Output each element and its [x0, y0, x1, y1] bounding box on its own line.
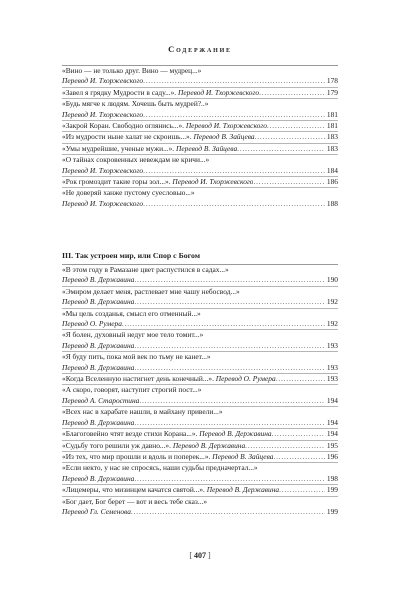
- entry-text: [62, 452, 273, 462]
- entry-page-number: 198: [326, 473, 338, 483]
- toc-entry-line: [62, 418, 338, 428]
- entry-page-number: 194: [326, 417, 338, 427]
- entry-translator: Перевод В. Державина: [62, 340, 135, 350]
- footer-bracket-left: [: [189, 551, 192, 560]
- entry-text: [62, 474, 134, 484]
- toc-entry-line: [62, 497, 338, 507]
- toc-entry-line: [62, 452, 338, 462]
- toc-entry-line: [62, 385, 338, 395]
- entry-text: [62, 309, 201, 319]
- entry-page-number: 199: [326, 485, 338, 495]
- footer-bracket-right: ]: [208, 551, 211, 560]
- dot-leader: [134, 474, 325, 484]
- dot-leader: [134, 341, 325, 351]
- toc-entry[interactable]: [62, 352, 338, 373]
- entry-title: «Закрой Коран. Свободно оглянись...».: [62, 121, 186, 131]
- entry-translator: Перевод В. Державина: [62, 473, 135, 483]
- dot-leader: [255, 132, 325, 142]
- entry-translator: Перевод И. Тхоржевского: [62, 198, 144, 208]
- entry-title: «Не доверяй ханже пустому суесловью...»: [62, 188, 195, 198]
- entry-translator: Перевод В. Зайцева: [212, 451, 274, 461]
- entry-translator: Перевод О. Румера: [215, 374, 276, 384]
- entry-text: [62, 507, 131, 517]
- toc-entry-line: [62, 407, 338, 417]
- entry-page-number: 183: [326, 132, 338, 142]
- toc-entry-line: [62, 507, 338, 517]
- entry-text: [62, 297, 134, 307]
- page-number: 407: [194, 551, 206, 560]
- toc-entry[interactable]: [62, 374, 338, 384]
- toc-entry-line: [62, 166, 338, 176]
- dot-leader: [259, 88, 325, 98]
- dot-leader: [253, 177, 324, 187]
- entry-title: «О тайнах сокровенных невеждам не кричи...»: [62, 155, 210, 165]
- toc-entry[interactable]: [62, 407, 338, 428]
- dot-leader: [134, 363, 325, 373]
- entry-text: [62, 166, 143, 176]
- toc-entry-line: [62, 132, 338, 142]
- entry-text: [62, 385, 201, 395]
- toc-entry[interactable]: [62, 441, 338, 451]
- entry-translator: Перевод И. Тхоржевского: [62, 165, 144, 175]
- toc-entry[interactable]: [62, 66, 338, 87]
- page-footer: [0, 551, 400, 560]
- entry-text: [62, 287, 240, 297]
- toc-entry-line: [62, 275, 338, 285]
- entry-text: [62, 199, 143, 209]
- dot-leader: [276, 374, 325, 384]
- entry-text: [62, 88, 259, 98]
- dot-leader: [237, 144, 325, 154]
- entry-translator: Перевод И. Тхоржевского: [62, 109, 144, 119]
- toc-entry-line: [62, 319, 338, 329]
- entry-title: «Вино — не только друг. Вино — мудрец...»: [62, 66, 202, 75]
- entry-title: «Умы мудрейшие, ученые мужи...».: [62, 143, 176, 153]
- entry-text: [62, 485, 279, 495]
- entry-title: «Из мудрости ныне халат не скроишь...».: [62, 132, 194, 142]
- toc-entry-line: [62, 287, 338, 297]
- entry-page-number: 194: [326, 429, 338, 439]
- entry-text: [62, 76, 143, 86]
- toc-entry[interactable]: [62, 177, 338, 187]
- entry-text: [62, 275, 134, 285]
- toc-entry-line: [62, 463, 338, 473]
- entry-translator: Перевод О. Румера: [62, 319, 122, 329]
- entry-page-number: 179: [326, 87, 338, 97]
- entry-page-number: 188: [326, 198, 338, 208]
- toc-entry-line: [62, 199, 338, 209]
- toc-entry-line: [62, 474, 338, 484]
- toc-entry-line: [62, 188, 338, 198]
- entry-page-number: 184: [326, 165, 338, 175]
- dot-leader: [122, 319, 325, 329]
- toc-entry-line: [62, 374, 338, 384]
- entry-text: [62, 319, 122, 329]
- entry-text: [62, 341, 134, 351]
- dot-leader: [143, 199, 325, 209]
- toc-entry-line: [62, 363, 338, 373]
- entry-translator: Перевод А. Старостина: [62, 395, 140, 405]
- toc-entry-line: [62, 66, 338, 76]
- entry-text: [62, 66, 201, 76]
- entry-title: «Эмиром делает меня, растлевает мне чашу небосвод...»: [62, 286, 240, 296]
- toc-entry[interactable]: [62, 132, 338, 142]
- entry-translator: Перевод В. Державина: [172, 440, 246, 450]
- entry-text: [62, 99, 208, 109]
- entry-text: [62, 155, 209, 165]
- toc-entry-line: [62, 99, 338, 109]
- entry-page-number: 181: [326, 121, 338, 131]
- entry-translator: Перевод В. Зайцева: [193, 132, 255, 142]
- entry-title: «Я буду пить, пока мой век по тьму не канет...»: [62, 352, 211, 362]
- toc-block-a: [62, 66, 338, 209]
- toc-entry-line: [62, 485, 338, 495]
- toc-entry-line: [62, 121, 338, 131]
- toc-entry-line: [62, 429, 338, 439]
- entry-text: [62, 429, 272, 439]
- entry-title: «В этом году в Рамазане цвет распустился в садах...»: [62, 265, 229, 274]
- entry-title: «Бог дает, Бог берет — вот и весь тебе сказ...»: [62, 496, 208, 506]
- toc-entry-line: [62, 265, 338, 275]
- dot-leader: [134, 418, 325, 428]
- entry-title: «Лицемеры, что мизинцем качатся святой...».: [62, 485, 207, 495]
- entry-translator: Перевод В. Державина: [199, 429, 272, 439]
- entry-text: [62, 177, 253, 187]
- toc-entry-line: [62, 341, 338, 351]
- toc-entry[interactable]: [62, 99, 338, 120]
- dot-leader: [272, 429, 325, 439]
- entry-page-number: 190: [326, 275, 338, 285]
- toc-entry[interactable]: [62, 309, 338, 330]
- dot-leader: [131, 507, 325, 517]
- entry-page-number: 192: [326, 297, 338, 307]
- dot-leader: [267, 121, 325, 131]
- dot-leader: [143, 76, 325, 86]
- entry-translator: Перевод Гл. Семенова: [62, 506, 131, 516]
- entry-translator: Перевод И. Тхоржевского: [62, 76, 144, 86]
- toc-entry-line: [62, 177, 338, 187]
- entry-page-number: 195: [326, 440, 338, 450]
- entry-translator: Перевод В. Державина: [62, 417, 135, 427]
- entry-title: «Судьбу того решили уж давно...».: [62, 440, 173, 450]
- entry-text: [62, 374, 276, 384]
- toc-entry-line: [62, 88, 338, 98]
- entry-text: [62, 330, 203, 340]
- entry-page-number: 196: [326, 451, 338, 461]
- entry-page-number: 178: [326, 76, 338, 86]
- toc-entry-line: [62, 441, 338, 451]
- toc-block-b: [62, 265, 338, 517]
- entry-text: [62, 121, 267, 131]
- toc-entry[interactable]: [62, 88, 338, 98]
- dot-leader: [134, 297, 325, 307]
- entry-text: [62, 265, 229, 275]
- entry-title: «А скоро, говорят, наступит строгий пост...»: [62, 385, 202, 395]
- entry-title: «Когда Вселенную настигнет день конечный...».: [62, 374, 216, 384]
- entry-title: «Благоговейно чтят везде стихи Корана...».: [62, 429, 200, 439]
- toc-entry-line: [62, 155, 338, 165]
- entry-page-number: 199: [326, 506, 338, 516]
- running-header: Содержание: [168, 44, 232, 54]
- toc-entry[interactable]: [62, 330, 338, 351]
- entry-page-number: 193: [326, 362, 338, 372]
- entry-title: «Рок громоздит такие горы зол...».: [62, 177, 173, 187]
- entry-translator: Перевод И. Тхоржевского: [178, 87, 260, 97]
- entry-text: [62, 463, 258, 473]
- entry-page-number: 193: [326, 340, 338, 350]
- toc-entry[interactable]: [62, 121, 338, 131]
- entry-page-number: 181: [326, 109, 338, 119]
- entry-title: «Будь мягче к людям. Хочешь быть мудрей?..»: [62, 99, 209, 109]
- toc-entry-line: [62, 110, 338, 120]
- entry-translator: Перевод В. Зайцева: [176, 143, 238, 153]
- entry-translator: Перевод В. Державина: [62, 297, 135, 307]
- toc-entry-line: [62, 76, 338, 86]
- toc-entry[interactable]: [62, 485, 338, 495]
- dot-leader: [139, 396, 325, 406]
- entry-text: [62, 396, 139, 406]
- entry-title: «Всех нас в харабате нашли, в майхану привели...»: [62, 407, 223, 417]
- entry-text: [62, 132, 255, 142]
- toc-entry[interactable]: [62, 155, 338, 176]
- toc-entry[interactable]: [62, 385, 338, 406]
- toc-entry-line: [62, 297, 338, 307]
- entry-title: «Если некто, у нас не спросясь, наши судьбы предначертал...»: [62, 463, 258, 473]
- toc-entry[interactable]: [62, 429, 338, 439]
- entry-translator: Перевод И. Тхоржевского: [172, 177, 254, 187]
- entry-text: [62, 441, 245, 451]
- entry-page-number: 183: [326, 143, 338, 153]
- toc-entry[interactable]: [62, 463, 338, 484]
- toc-entry[interactable]: [62, 188, 338, 209]
- entry-text: [62, 418, 134, 428]
- entry-translator: Перевод В. Державина: [62, 362, 135, 372]
- entry-text: [62, 352, 211, 362]
- toc-entry[interactable]: [62, 287, 338, 308]
- entry-page-number: 194: [326, 395, 338, 405]
- toc-entry-line: [62, 309, 338, 319]
- toc-entry[interactable]: [62, 265, 338, 286]
- entry-text: [62, 144, 237, 154]
- dot-leader: [134, 275, 325, 285]
- entry-title: «Из тех, что мир прошли и вдоль и поперек...».: [62, 451, 213, 461]
- dot-leader: [273, 452, 324, 462]
- entry-title: «Я болен, духовный недуг мое тело томит...»: [62, 330, 204, 340]
- entry-text: [62, 188, 195, 198]
- entry-page-number: 186: [326, 177, 338, 187]
- entry-text: [62, 407, 223, 417]
- section-heading: III. Так устроен мир, или Спор с Богом: [62, 251, 201, 260]
- entry-translator: Перевод В. Державина: [62, 275, 135, 285]
- toc-entry-line: [62, 144, 338, 154]
- toc-entry-line: [62, 352, 338, 362]
- dot-leader: [279, 485, 325, 495]
- dot-leader: [143, 110, 325, 120]
- dot-leader: [143, 166, 325, 176]
- entry-translator: Перевод И. Тхоржевского: [185, 121, 267, 131]
- toc-entry[interactable]: [62, 497, 338, 518]
- entry-text: [62, 110, 143, 120]
- entry-page-number: 193: [326, 374, 338, 384]
- toc-entry-line: [62, 330, 338, 340]
- entry-text: [62, 497, 207, 507]
- toc-entry[interactable]: [62, 452, 338, 462]
- entry-title: «Завел я грядку Мудрости в саду...».: [62, 87, 179, 97]
- dot-leader: [245, 441, 325, 451]
- toc-entry[interactable]: [62, 144, 338, 154]
- entry-page-number: 192: [326, 319, 338, 329]
- entry-title: «Мы цель созданья, смысл его отменный...»: [62, 308, 201, 318]
- entry-translator: Перевод В. Державина: [206, 485, 280, 495]
- toc-entry-line: [62, 396, 338, 406]
- entry-text: [62, 363, 134, 373]
